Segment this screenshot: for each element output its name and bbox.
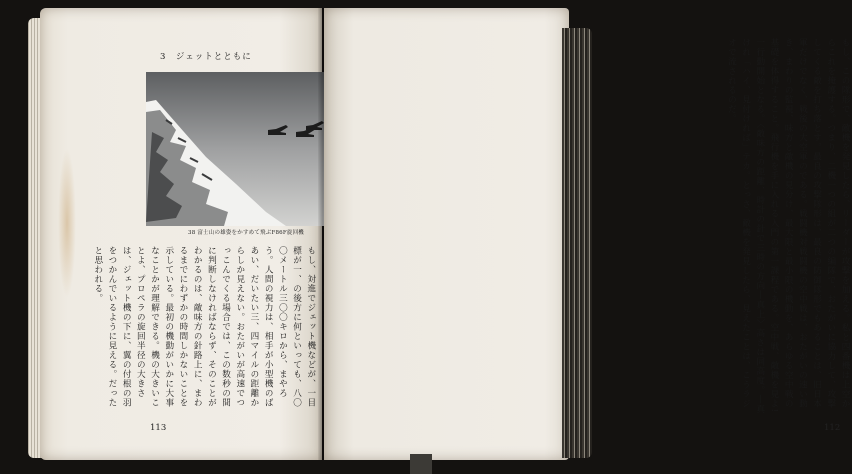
right-page [324, 8, 850, 460]
photo-fuji-jets [146, 72, 332, 226]
right-page-edges [562, 28, 592, 458]
right-page-body-text: もし、この隊形で、敵機を発見したら、リーダーが攻撃を加える。私と四番機は上空からこれを掩護する。つまり、二機一つの組が二つの編隊で、おたがいに協力して、攻撃してくる敵を打ち落とす。最良の攻撃隊形は、最良の防御隊形でもあることは、旧日本軍だけでなく、戦後の大空軍のである。戦闘機対戦闘機の空中戦は、おたがいの速い動き、まわりの監視、味方と敵機の見分け、最大限と最小限の機動を、あらゆる空中戦の基礎を体得すること。飛行機を手に入れる入門の第一課程である。空中戦、敵機を見よ! 一行動開始となる。〈敵味方の距離、時計の針で三時の方向―真上〉高さは同高度。―真けれ「ハイ、見付ければ」テカ。とっさ、敵機を発見したら、見えたことは、こうラジオで流されるのだ。 [726, 38, 850, 414]
photo-caption: 38 富士山の雄姿をかすめて飛ぶF86F旋回機 [188, 230, 304, 236]
running-head: 3 ジェットとともに [160, 52, 252, 62]
left-page-number: 113 [150, 423, 167, 433]
right-page-number: 112 [824, 423, 841, 433]
page-stain [58, 148, 76, 298]
bookmark-ribbon [410, 454, 432, 474]
left-page-body-text: もし、対進でジェット機などが、一目標が一、の後方に何といっても、八〇〇メートル三〇〇キロから、まやろう。人間の視力は、相手が小型機のばあい、だいたい三、四マイルの距離からしか見えない。おたがいが高速でつっこんでくる場合では、この数秒の間に判断しなければならず、そのことがわかるのは、敵味方の針路上に、まわるまでにわずかの時間しかないことを示している。最初の機動がいかに大事なことかが理解できる。機の大きいことよ、プロペラの旋回半径の大きさは、ジェット機の下に、翼の付根の羽をつかんでいるように見える。だったと思われる。 [92, 246, 316, 408]
open-book [22, 8, 850, 466]
photo-illustration [146, 72, 332, 226]
left-page [40, 8, 322, 460]
